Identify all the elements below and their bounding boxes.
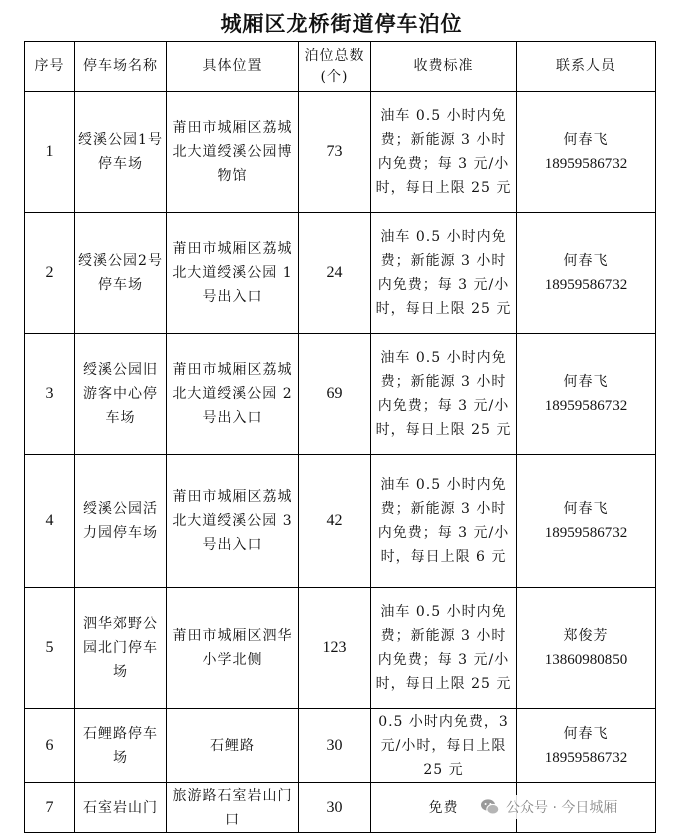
parking-table	[24, 41, 656, 833]
header-location: 具体位置	[167, 42, 299, 92]
table-row	[25, 92, 656, 213]
cell-location: 莆田市城厢区荔城北大道绶溪公园博物馆	[167, 92, 299, 213]
contact-phone: 18959586732	[544, 525, 628, 541]
cell-location: 旅游路石室岩山门口	[167, 783, 299, 833]
contact-name: 何春飞	[563, 725, 609, 742]
cell-name: 泗华郊野公园北门停车场	[75, 588, 167, 709]
contact-phone: 18959586732	[544, 156, 628, 172]
cell-location: 莆田市城厢区泗华小学北侧	[167, 588, 299, 709]
cell-index: 1	[25, 92, 75, 213]
cell-index: 2	[25, 213, 75, 334]
wechat-icon	[480, 797, 500, 817]
contact-name: 何春飞	[563, 132, 609, 148]
cell-location: 莆田市城厢区荔城北大道绶溪公园 3 号出入口	[167, 455, 299, 588]
table-row	[25, 334, 656, 455]
cell-name: 绶溪公园2号停车场	[75, 213, 167, 334]
header-name: 停车场名称	[75, 42, 167, 92]
watermark-text: 公众号 · 今日城厢	[506, 800, 618, 816]
table-row	[25, 709, 656, 783]
cell-index: 4	[25, 455, 75, 588]
cell-name: 石鲤路停车场	[75, 709, 167, 783]
cell-contact	[517, 213, 656, 334]
contact-name: 何春飞	[563, 374, 609, 390]
cell-location: 莆田市城厢区荔城北大道绶溪公园 2 号出入口	[167, 334, 299, 455]
contact-phone: 18959586732	[544, 749, 628, 766]
cell-contact	[517, 92, 656, 213]
cell-spaces: 123	[299, 588, 371, 709]
cell-fee: 0.5 小时内免费，3 元/小时，每日上限 25 元	[371, 709, 517, 783]
header-fee: 收费标准	[371, 42, 517, 92]
contact-phone: 13860980850	[544, 652, 628, 668]
cell-contact	[517, 334, 656, 455]
watermark	[480, 795, 623, 819]
contact-name: 郑俊芳	[563, 628, 609, 644]
cell-name: 绶溪公园1号停车场	[75, 92, 167, 213]
cell-fee: 油车 0.5 小时内免费；新能源 3 小时内免费；每 3 元/小时，每日上限 25 元	[371, 213, 517, 334]
cell-location: 莆田市城厢区荔城北大道绶溪公园 1 号出入口	[167, 213, 299, 334]
cell-spaces: 69	[299, 334, 371, 455]
cell-contact	[517, 455, 656, 588]
cell-index: 3	[25, 334, 75, 455]
contact-phone: 18959586732	[544, 277, 628, 293]
cell-name: 石室岩山门	[75, 783, 167, 833]
cell-location: 石鲤路	[167, 709, 299, 783]
header-row	[25, 42, 656, 92]
cell-fee: 油车 0.5 小时内免费；新能源 3 小时内免费；每 3 元/小时，每日上限 25 元	[371, 334, 517, 455]
cell-name: 绶溪公园活力园停车场	[75, 455, 167, 588]
contact-name: 何春飞	[563, 253, 609, 269]
header-index: 序号	[25, 42, 75, 92]
cell-spaces: 30	[299, 709, 371, 783]
contact-name: 何春飞	[563, 501, 609, 517]
cell-index: 5	[25, 588, 75, 709]
table-row	[25, 213, 656, 334]
cell-contact	[517, 588, 656, 709]
cell-spaces: 24	[299, 213, 371, 334]
cell-spaces: 73	[299, 92, 371, 213]
table-row	[25, 588, 656, 709]
cell-spaces: 42	[299, 455, 371, 588]
contact-phone: 18959586732	[544, 398, 628, 414]
header-contact: 联系人员	[517, 42, 656, 92]
cell-fee: 油车 0.5 小时内免费；新能源 3 小时内免费；每 3 元/小时，每日上限 6 元	[371, 455, 517, 588]
cell-contact	[517, 709, 656, 783]
cell-fee: 油车 0.5 小时内免费；新能源 3 小时内免费；每 3 元/小时，每日上限 25 元	[371, 92, 517, 213]
page-title: 城厢区龙桥街道停车泊位	[220, 11, 463, 36]
cell-name: 绶溪公园旧游客中心停车场	[75, 334, 167, 455]
cell-index: 7	[25, 783, 75, 833]
table-row	[25, 455, 656, 588]
cell-fee: 免费	[371, 783, 517, 833]
cell-spaces: 30	[299, 783, 371, 833]
cell-fee: 油车 0.5 小时内免费；新能源 3 小时内免费；每 3 元/小时，每日上限 25 元	[371, 588, 517, 709]
cell-index: 6	[25, 709, 75, 783]
header-spaces: 泊位总数(个)	[299, 42, 371, 92]
